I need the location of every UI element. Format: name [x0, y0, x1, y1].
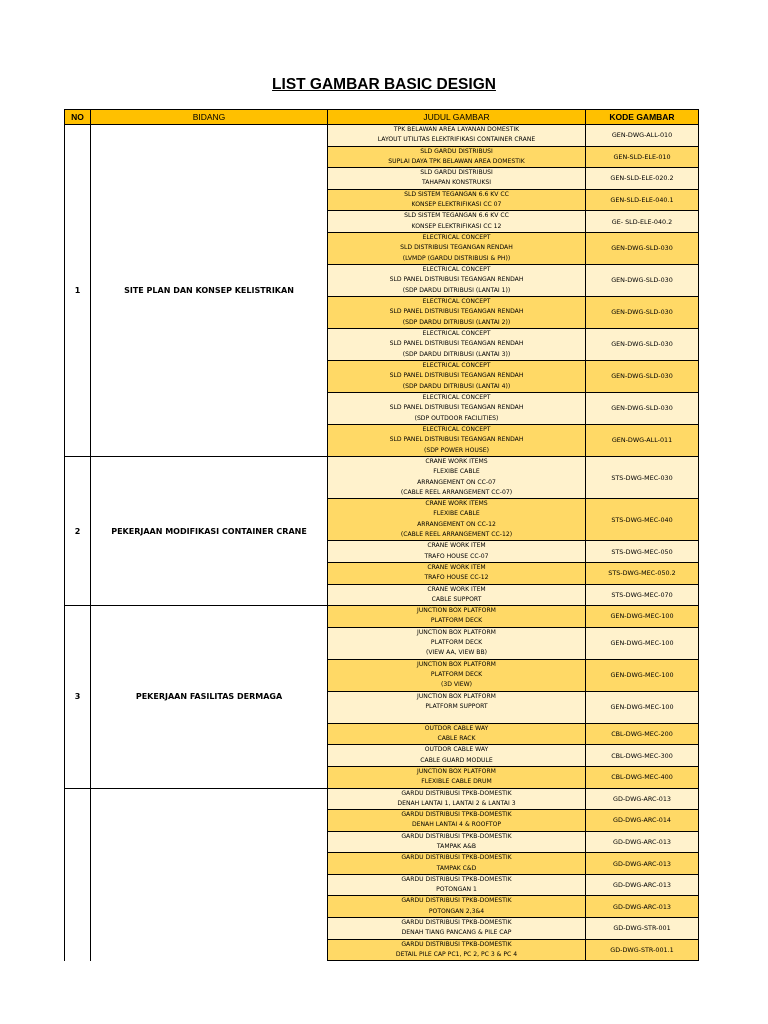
drawing-title-line: ARRANGEMENT ON CC-07 — [417, 478, 496, 486]
drawing-title-cell — [328, 264, 586, 296]
drawing-list-table — [64, 109, 699, 961]
drawing-title-line: GARDU DISTRIBUSI TPKB-DOMESTIK — [401, 897, 512, 905]
drawing-code-cell: GEN-DWG-MEC-100 — [586, 627, 699, 659]
drawing-title-line: ELECTRICAL CONCEPT — [422, 362, 491, 370]
header-bidang: BIDANG — [91, 110, 328, 125]
drawing-title-line: PLATFORM DECK — [430, 617, 483, 625]
drawing-code-cell: GEN-DWG-MEC-100 — [586, 606, 699, 628]
drawing-title-line: SLD PANEL DISTRIBUSI TEGANGAN RENDAH — [389, 436, 524, 444]
drawing-title-line: GARDU DISTRIBUSI TPKB-DOMESTIK — [401, 854, 512, 862]
drawing-title-line: FLEXIBLE CABLE DRUM — [421, 778, 492, 786]
drawing-title-line: PLATFORM SUPPORT — [425, 703, 488, 711]
drawing-title-line: LAYOUT UTILITAS ELEKTRIFIKASI CONTAINER CRANE — [377, 136, 536, 144]
section-bidang: SITE PLAN DAN KONSEP KELISTRIKAN — [91, 125, 328, 457]
page-title-text: LIST GAMBAR BASIC DESIGN — [272, 76, 496, 93]
section-number: 3 — [65, 606, 91, 788]
drawing-code-cell: GEN-DWG-SLD-030 — [586, 360, 699, 392]
drawing-title-line: PLATFORM DECK — [430, 639, 483, 647]
drawing-title-cell — [328, 456, 586, 498]
drawing-title-line: ELECTRICAL CONCEPT — [422, 330, 491, 338]
drawing-title-cell — [328, 328, 586, 360]
drawing-title-line: DENAH LANTAI 4 & ROOFTOP — [411, 821, 502, 829]
drawing-title-cell — [328, 627, 586, 659]
drawing-title-line: TAMPAK A&B — [436, 842, 477, 850]
drawing-title-line: ELECTRICAL CONCEPT — [422, 298, 491, 306]
drawing-code-cell: CBL-DWG-MEC-200 — [586, 723, 699, 745]
drawing-title-line: POTONGAN 1 — [436, 886, 477, 894]
drawing-title-line: (CABLE REEL ARRANGEMENT CC-07) — [400, 488, 513, 496]
drawing-title-cell — [328, 691, 586, 723]
drawing-title-line: CABLE SUPPORT — [431, 595, 482, 603]
drawing-code-cell: GEN-SLD-ELE-040.1 — [586, 189, 699, 211]
drawing-title-line: JUNCTION BOX PLATFORM — [417, 767, 496, 775]
section-number — [65, 788, 91, 961]
drawing-title-line: KONSEP ELEKTRIFIKASI CC 12 — [411, 222, 502, 230]
drawing-code-cell: CBL-DWG-MEC-300 — [586, 745, 699, 767]
drawing-title-line: CRANE WORK ITEMS — [425, 500, 488, 508]
drawing-title-line: SUPLAI DAYA TPK BELAWAN AREA DOMESTIK — [388, 157, 525, 165]
drawing-title-line: (SDP OUTDOOR FACILITIES) — [414, 414, 499, 422]
drawing-title-cell — [328, 788, 586, 810]
drawing-title-cell — [328, 189, 586, 211]
drawing-title-cell — [328, 939, 586, 961]
drawing-code-cell: STS-DWG-MEC-050 — [586, 541, 699, 563]
drawing-title-cell — [328, 766, 586, 788]
drawing-title-line: SLD GARDU DISTRIBUSI — [420, 147, 493, 155]
drawing-code-cell: GE- SLD-ELE-040.2 — [586, 211, 699, 233]
drawing-title-cell — [328, 541, 586, 563]
drawing-code-cell: GEN-DWG-SLD-030 — [586, 392, 699, 424]
drawing-title-cell — [328, 918, 586, 940]
drawing-title-line: ELECTRICAL CONCEPT — [422, 266, 491, 274]
page-title — [0, 76, 768, 94]
drawing-title-cell — [328, 424, 586, 456]
drawing-title-line: (3D VIEW) — [440, 681, 473, 689]
drawing-title-line: GARDU DISTRIBUSI TPKB-DOMESTIK — [401, 940, 512, 948]
drawing-title-line: SLD SISTEM TEGANGAN 6.6 KV CC — [404, 212, 509, 220]
drawing-title-line: FLEXIBE CABLE — [433, 468, 480, 476]
drawing-title-cell — [328, 896, 586, 918]
drawing-code-cell: GEN-DWG-SLD-030 — [586, 264, 699, 296]
drawing-title-line: ARRANGEMENT ON CC-12 — [417, 520, 496, 528]
drawing-code-cell: GD-DWG-STR-001.1 — [586, 939, 699, 961]
drawing-title-cell — [328, 562, 586, 584]
header-no: NO — [65, 110, 91, 125]
drawing-title-line: JUNCTION BOX PLATFORM — [417, 692, 496, 700]
drawing-code-cell: GEN-DWG-MEC-100 — [586, 659, 699, 691]
drawing-title-cell — [328, 232, 586, 264]
table-body — [65, 125, 699, 961]
section-bidang: PEKERJAAN FASILITAS DERMAGA — [91, 606, 328, 788]
section-bidang: PEKERJAAN MODIFIKASI CONTAINER CRANE — [91, 456, 328, 605]
drawing-title-cell — [328, 853, 586, 875]
table-row — [65, 788, 699, 810]
drawing-code-cell: GD-DWG-ARC-014 — [586, 810, 699, 832]
drawing-title-line: (CABLE REEL ARRANGEMENT CC-12) — [400, 531, 513, 539]
drawing-title-line: SLD SISTEM TEGANGAN 6.6 KV CC — [404, 190, 509, 198]
drawing-title-cell — [328, 831, 586, 853]
drawing-title-line: CABLE RACK — [437, 735, 476, 743]
drawing-title-line: GARDU DISTRIBUSI TPKB-DOMESTIK — [401, 832, 512, 840]
drawing-title-line: SLD DISTRIBUSI TEGANGAN RENDAH — [400, 244, 513, 252]
drawing-title-line: (SDP DARDU DITRIBUSI (LANTAI 1)) — [402, 286, 511, 294]
drawing-title-line: ELECTRICAL CONCEPT — [422, 426, 491, 434]
drawing-title-line: KONSEP ELEKTRIFIKASI CC 07 — [411, 201, 502, 209]
drawing-code-cell: GD-DWG-ARC-013 — [586, 853, 699, 875]
drawing-title-cell — [328, 723, 586, 745]
drawing-title-line: PLATFORM DECK — [430, 671, 483, 679]
drawing-title-line: SLD PANEL DISTRIBUSI TEGANGAN RENDAH — [389, 372, 524, 380]
drawing-title-line: SLD PANEL DISTRIBUSI TEGANGAN RENDAH — [389, 276, 524, 284]
drawing-title-line: DENAH TIANG PANCANG & PILE CAP — [401, 929, 512, 937]
drawing-code-cell: STS-DWG-MEC-030 — [586, 456, 699, 498]
drawing-title-line: CRANE WORK ITEM — [427, 542, 486, 550]
drawing-title-line: TAMPAK C&D — [436, 864, 477, 872]
drawing-title-line: SLD PANEL DISTRIBUSI TEGANGAN RENDAH — [389, 404, 524, 412]
drawing-code-cell: GEN-DWG-MEC-100 — [586, 691, 699, 723]
drawing-title-line: SLD GARDU DISTRIBUSI — [420, 169, 493, 177]
drawing-code-cell: GEN-DWG-SLD-030 — [586, 296, 699, 328]
drawing-title-line: (SDP DARDU DITRIBUSI (LANTAI 2)) — [402, 318, 511, 326]
drawing-title-line — [328, 712, 585, 722]
drawing-title-line: (LVMDP (GARDU DISTRIBUSI & PH)) — [402, 254, 511, 262]
drawing-code-cell: STS-DWG-MEC-050.2 — [586, 562, 699, 584]
drawing-title-line: JUNCTION BOX PLATFORM — [417, 660, 496, 668]
drawing-code-cell: GEN-SLD-ELE-010 — [586, 146, 699, 168]
drawing-title-line: GARDU DISTRIBUSI TPKB-DOMESTIK — [401, 811, 512, 819]
drawing-title-cell — [328, 125, 586, 147]
drawing-title-cell — [328, 745, 586, 767]
drawing-code-cell: GD-DWG-ARC-013 — [586, 874, 699, 896]
drawing-title-line: JUNCTION BOX PLATFORM — [417, 628, 496, 636]
drawing-title-line: CRANE WORK ITEMS — [425, 457, 488, 465]
drawing-title-cell — [328, 168, 586, 190]
drawing-title-line: (SDP POWER HOUSE) — [423, 446, 489, 454]
drawing-title-line: OUTDOR CABLE WAY — [424, 746, 489, 754]
drawing-title-line: JUNCTION BOX PLATFORM — [417, 607, 496, 615]
header-kode: KODE GAMBAR — [586, 110, 699, 125]
drawing-code-cell: STS-DWG-MEC-040 — [586, 499, 699, 541]
drawing-title-line: SLD PANEL DISTRIBUSI TEGANGAN RENDAH — [389, 340, 524, 348]
drawing-code-cell: CBL-DWG-MEC-400 — [586, 766, 699, 788]
drawing-title-line: ELECTRICAL CONCEPT — [422, 234, 491, 242]
drawing-code-cell: GEN-SLD-ELE-020.2 — [586, 168, 699, 190]
section-number: 2 — [65, 456, 91, 605]
drawing-title-line: OUTDOR CABLE WAY — [424, 724, 489, 732]
drawing-code-cell: STS-DWG-MEC-070 — [586, 584, 699, 606]
drawing-title-cell — [328, 606, 586, 628]
drawing-code-cell: GD-DWG-ARC-013 — [586, 831, 699, 853]
drawing-title-line: DENAH LANTAI 1, LANTAI 2 & LANTAI 3 — [397, 799, 516, 807]
drawing-title-line: POTONGAN 2,3&4 — [428, 907, 485, 915]
drawing-title-cell — [328, 659, 586, 691]
drawing-code-cell: GD-DWG-ARC-013 — [586, 788, 699, 810]
header-row — [65, 110, 699, 125]
drawing-title-line: TRAFO HOUSE CC-07 — [424, 552, 489, 560]
table-row — [65, 606, 699, 628]
section-bidang — [91, 788, 328, 961]
drawing-title-line: ELECTRICAL CONCEPT — [422, 394, 491, 402]
drawing-code-cell: GEN-DWG-SLD-030 — [586, 328, 699, 360]
drawing-title-line: CABLE GUARD MODULE — [420, 756, 493, 764]
drawing-title-line: GARDU DISTRIBUSI TPKB-DOMESTIK — [401, 789, 512, 797]
drawing-code-cell: GD-DWG-STR-001 — [586, 918, 699, 940]
table-row — [65, 125, 699, 147]
drawing-title-line: CRANE WORK ITEM — [427, 563, 486, 571]
drawing-title-line: DETAIL PILE CAP PC1, PC 2, PC 3 & PC 4 — [395, 950, 518, 958]
section-number: 1 — [65, 125, 91, 457]
drawing-title-line: SLD PANEL DISTRIBUSI TEGANGAN RENDAH — [389, 308, 524, 316]
drawing-title-cell — [328, 296, 586, 328]
drawing-title-cell — [328, 810, 586, 832]
drawing-title-line: GARDU DISTRIBUSI TPKB-DOMESTIK — [401, 875, 512, 883]
drawing-code-cell: GEN-DWG-ALL-010 — [586, 125, 699, 147]
drawing-title-line: GARDU DISTRIBUSI TPKB-DOMESTIK — [401, 919, 512, 927]
drawing-title-cell — [328, 146, 586, 168]
drawing-title-line: TPK BELAWAN AREA LAYANAN DOMESTIK — [393, 126, 520, 133]
drawing-title-line: TRAFO HOUSE CC-12 — [424, 574, 489, 582]
drawing-title-cell — [328, 584, 586, 606]
drawing-title-cell — [328, 211, 586, 233]
drawing-code-cell: GEN-DWG-ALL-011 — [586, 424, 699, 456]
drawing-title-line: (SDP DARDU DITRIBUSI (LANTAI 4)) — [402, 382, 511, 390]
drawing-title-cell — [328, 392, 586, 424]
drawing-code-cell: GD-DWG-ARC-013 — [586, 896, 699, 918]
drawing-title-line: CRANE WORK ITEM — [427, 585, 486, 593]
drawing-title-cell — [328, 360, 586, 392]
drawing-title-line: (SDP DARDU DITRIBUSI (LANTAI 3)) — [402, 350, 511, 358]
drawing-title-cell — [328, 499, 586, 541]
drawing-title-line: FLEXIBE CABLE — [433, 510, 480, 518]
drawing-title-line: (VIEW AA, VIEW BB) — [425, 649, 488, 657]
drawing-title-cell — [328, 874, 586, 896]
drawing-title-line: TAHAPAN KONSTRUKSI — [421, 179, 492, 187]
table-row — [65, 456, 699, 498]
drawing-code-cell: GEN-DWG-SLD-030 — [586, 232, 699, 264]
header-judul: JUDUL GAMBAR — [328, 110, 586, 125]
